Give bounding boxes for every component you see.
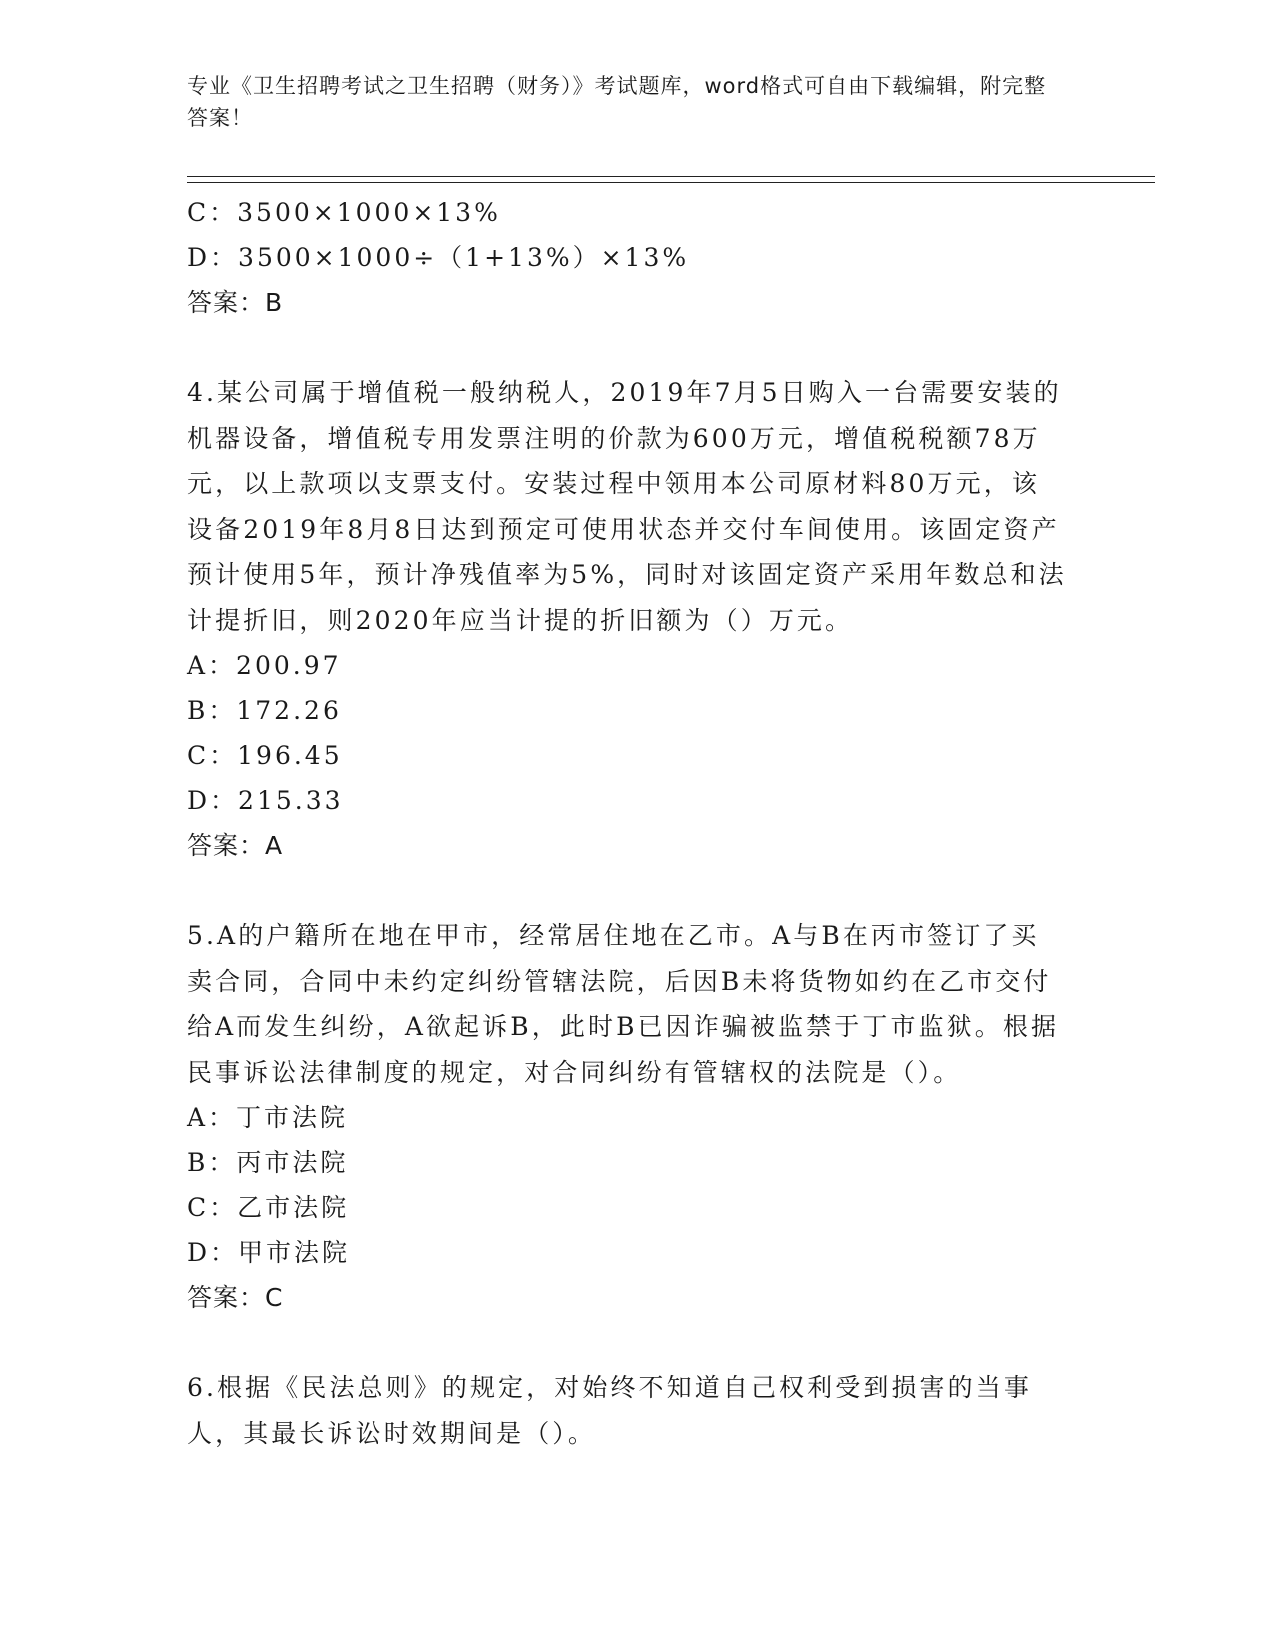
q4-option-d: D：215.33 [187,786,344,815]
q5-option-d: D：甲市法院 [187,1238,351,1267]
q4-option-b: B：172.26 [187,696,342,725]
q4-option-a: A：200.97 [187,651,342,680]
header-rule-bottom [187,182,1155,183]
q5-option-b: B：丙市法院 [187,1148,349,1177]
q5-option-c: C：乙市法院 [187,1193,350,1222]
q6-question-text: 6.根据《民法总则》的规定，对始终不知道自己权利受到损害的当事人，其最长诉讼时效期间是（）。 [187,1373,1032,1448]
document-header: 专业《卫生招聘考试之卫生招聘（财务）》考试题库，word格式可自由下载编辑，附完整答案！ [187,74,1047,130]
question-content [187,190,1077,1456]
q3-option-c: C：3500×1000×13% [187,198,501,227]
spacer [187,325,1077,370]
q4-answer: 答案：A [187,831,284,860]
spacer [187,868,1077,913]
q5-option-a: A：丁市法院 [187,1103,349,1132]
q5-answer: 答案：C [187,1283,284,1312]
q4-option-c: C：196.45 [187,741,343,770]
spacer [187,1320,1077,1365]
q5-question-text: 5.A的户籍所在地在甲市，经常居住地在乙市。A与B在丙市签订了买卖合同，合同中未约定纠纷管辖法院，后因B未将货物如约在乙市交付给A而发生纠纷，A欲起诉B，此时B已因诈骗被监禁于丁市监狱。根据民事诉讼法律制度的规定，对合同纠纷有管辖权的法院是（）。 [187,921,1060,1087]
q3-answer: 答案：B [187,288,284,317]
q3-option-d: D：3500×1000÷（1+13%）×13% [187,243,690,272]
q4-question-text: 4.某公司属于增值税一般纳税人，2019年7月5日购入一台需要安装的机器设备，增值税专用发票注明的价款为600万元，增值税税额78万元，以上款项以支票支付。安装过程中领用本公司原材料80万元，该设备2019年8月8日达到预定可使用状态并交付车间使用。该固定资产预计使用5年，预计净残值率为5%，同时对该固定资产采用年数总和法计提折旧，则2020年应当计提的折旧额为（）万元。 [187,378,1067,635]
header-rule-top [187,176,1155,177]
